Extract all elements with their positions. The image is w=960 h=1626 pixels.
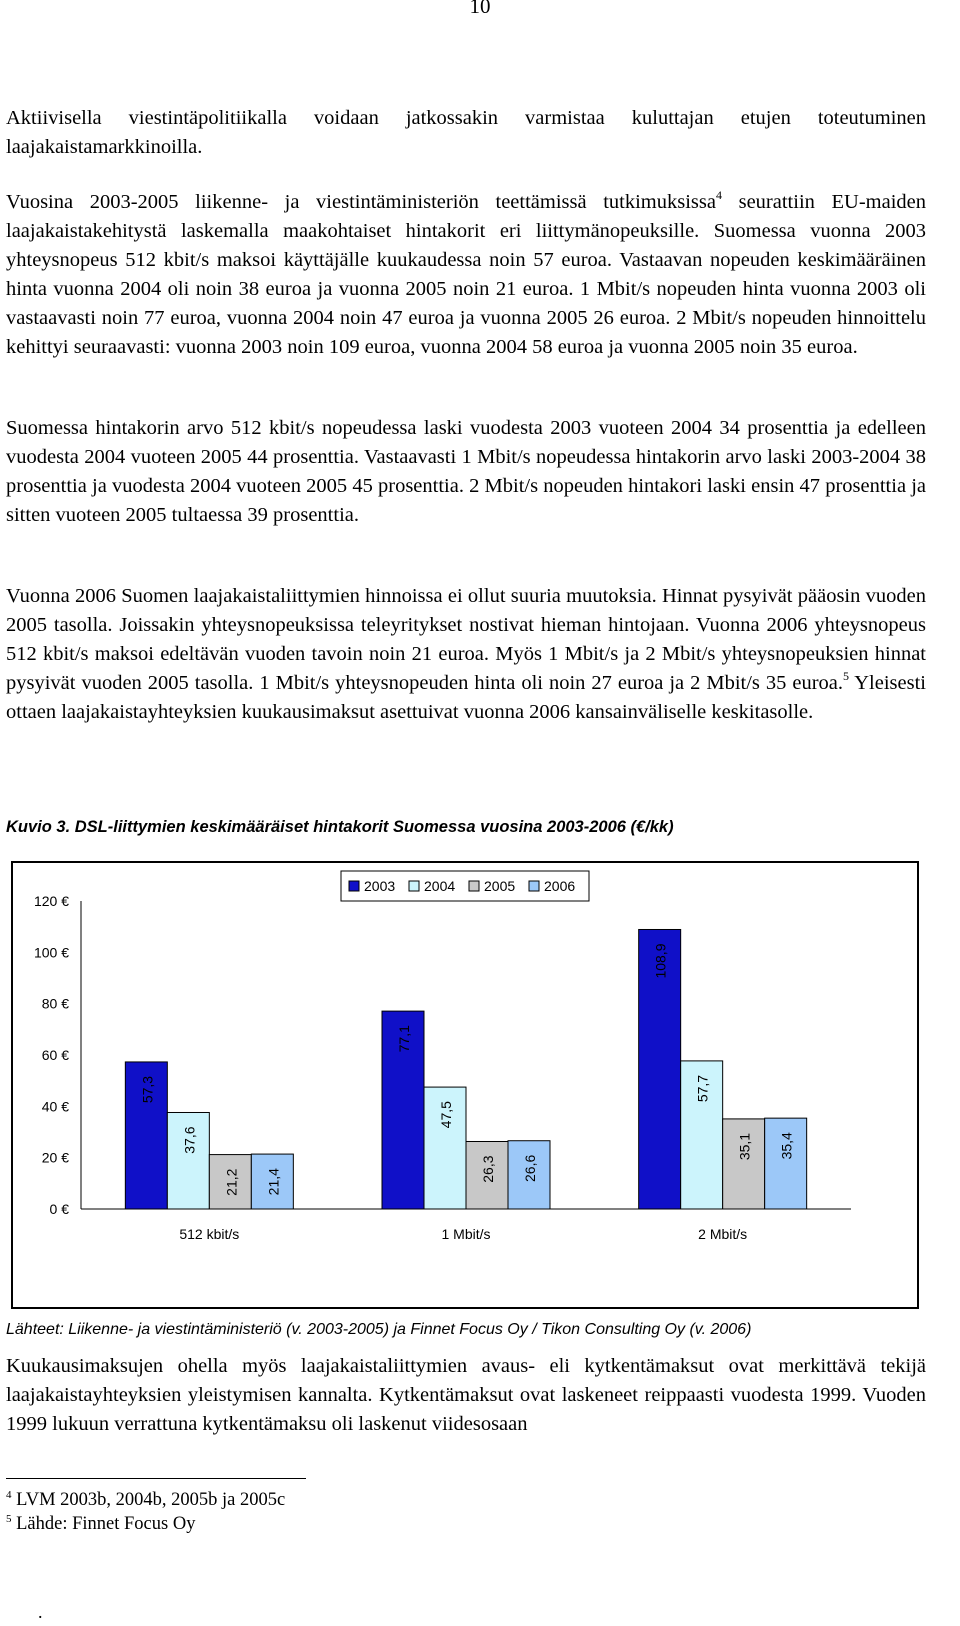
- data-label: 26,3: [480, 1155, 496, 1183]
- legend-swatch-2003: [349, 881, 359, 891]
- paragraph-2: [6, 188, 926, 362]
- trailing-mark: .: [38, 1602, 43, 1622]
- figure-source: Lähteet: Liikenne- ja viestintäministeriö (v. 2003-2005) ja Finnet Focus Oy / Tikon Consulting Oy (v. 2006): [6, 1321, 752, 1338]
- paragraph-3: Suomessa hintakorin arvo 512 kbit/s nopeudessa laski vuodesta 2003 vuoteen 2004 34 prosenttia ja edelleen vuodesta 2004 vuoteen 2005 44 prosenttia. Vastaavasti 1 Mbit/s nopeudessa hintakorin arvo laski 2003-2004 38 prosenttia ja vuodesta 2004 vuoteen 2005 45 prosenttia. 2 Mbit/s nopeuden hintakori laski ensin 47 prosenttia ja sitten vuoteen 2005 tultaessa 39 prosenttia.: [6, 417, 926, 526]
- legend-swatch-2004: [409, 881, 419, 891]
- data-label: 35,4: [778, 1132, 795, 1160]
- paragraph-4-text-b: Yleisesti ottaen laajakaistayhteyksien kuukausimaksut asettuivat vuonna 2006 kansainväliselle keskitasolle.: [6, 672, 926, 723]
- paragraph-2-text-a: Vuosina 2003-2005 liikenne- ja viestintäministeriön teettämissä tutkimuksissa: [6, 191, 716, 213]
- legend-label-2006: 2006: [544, 878, 576, 894]
- footnote-4: [6, 1490, 285, 1511]
- y-tick-label: 120 €: [33, 893, 69, 909]
- data-label: 77,1: [396, 1025, 412, 1053]
- footnote-5-text: Lähde: Finnet Focus Oy: [16, 1514, 196, 1534]
- data-label: 26,6: [522, 1154, 538, 1182]
- footnote-5-number: 5: [6, 1513, 12, 1525]
- x-tick-label: 512 kbit/s: [179, 1226, 240, 1242]
- data-label: 108,9: [652, 943, 669, 979]
- bar-2005-2: [723, 1119, 765, 1209]
- data-label: 57,3: [139, 1075, 156, 1104]
- footnote-ref-4: 4: [715, 188, 722, 202]
- footnote-separator: [6, 1478, 306, 1479]
- footnote-5: [6, 1514, 195, 1535]
- legend-label-2003: 2003: [364, 878, 396, 894]
- y-tick-label: 100 €: [33, 944, 69, 961]
- data-label: 37,6: [181, 1126, 198, 1154]
- bar-chart: [11, 861, 923, 1318]
- legend-label-2004: 2004: [424, 878, 456, 894]
- legend-swatch-2005: [469, 881, 479, 891]
- footnote-4-number: 4: [6, 1489, 12, 1501]
- figure-caption: Kuvio 3. DSL-liittymien keskimääräiset hintakorit Suomessa vuosina 2003-2006 (€/kk): [6, 818, 674, 836]
- y-tick-label: 20 €: [41, 1149, 69, 1166]
- legend-label-2005: 2005: [484, 878, 516, 894]
- y-tick-label: 80 €: [41, 995, 69, 1012]
- bar-2006-2: [765, 1118, 807, 1209]
- chart-svg: [11, 861, 923, 1313]
- paragraph-4-text-a: Vuonna 2006 Suomen laajakaistaliittymien hinnoissa ei ollut suuria muutoksia. Hinnat pysyivät pääosin vuoden 2005 tasolla. Joissakin yhteysnopeuksissa teleyritykset nostivat hieman hintojaan. Vuonna 2006 yhteysnopeus 512 kbit/s maksoi edeltävän vuoden tavoin noin 21 euroa. Myös 1 Mbit/s ja 2 Mbit/s yhteysnopeuksien hinnat pysyivät vuoden 2005 tasolla. 1 Mbit/s yhteysnopeuden hinta oli noin 27 euroa ja 2 Mbit/s 35 euroa.: [6, 585, 926, 694]
- paragraph-4: [6, 582, 926, 727]
- x-tick-label: 2 Mbit/s: [698, 1226, 748, 1242]
- x-tick-label: 1 Mbit/s: [441, 1226, 491, 1242]
- y-tick-label: 0 €: [49, 1201, 69, 1217]
- page-number: 10: [469, 0, 491, 18]
- paragraph-2-text-b: seurattiin EU-maiden laajakaistakehitystä laskemalla maakohtaiset hintakorit eri liittymänopeuksille. Suomessa vuonna 2003 yhteysnopeus 512 kbit/s maksoi käyttäjälle kuukaudessa noin 57 euroa. Vastaavan nopeuden keskimääräinen hinta vuonna 2004 oli noin 38 euroa ja vuonna 2005 noin 21 euroa. 1 Mbit/s nopeuden hinta vuonna 2003 oli vastaavasti noin 77 euroa, vuonna 2004 noin 47 euroa ja vuonna 2005 26 euroa. 2 Mbit/s nopeuden hinnoittelu kehittyi seuraavasti: vuonna 2003 noin 109 euroa, vuonna 2004 58 euroa ja vuonna 2005 noin 35 euroa.: [6, 191, 926, 358]
- data-label: 21,2: [223, 1168, 240, 1196]
- paragraph-1: Aktiivisella viestintäpolitiikalla voidaan jatkossakin varmistaa kuluttajan etujen toteutuminen laajakaistamarkkinoilla.: [6, 107, 926, 158]
- footnote-ref-5: 5: [843, 669, 850, 683]
- data-label: 47,5: [438, 1101, 454, 1129]
- chart-legend: [341, 871, 589, 901]
- data-label: 57,7: [694, 1074, 711, 1103]
- paragraph-5: Kuukausimaksujen ohella myös laajakaistaliittymien avaus- eli kytkentämaksut ovat merkittävä tekijä laajakaistayhteyksien yleistymisen kannalta. Kytkentämaksut ovat laskeneet reippaasti vuodesta 1999. Vuoden 1999 lukuun verrattuna kytkentämaksu oli laskenut viidesosaan: [6, 1355, 926, 1435]
- y-tick-label: 40 €: [41, 1098, 69, 1115]
- data-label: 21,4: [265, 1168, 282, 1196]
- y-tick-label: 60 €: [41, 1047, 69, 1063]
- footnote-4-text: LVM 2003b, 2004b, 2005b ja 2005c: [16, 1490, 286, 1510]
- data-label: 35,1: [736, 1132, 753, 1161]
- legend-swatch-2006: [529, 881, 539, 891]
